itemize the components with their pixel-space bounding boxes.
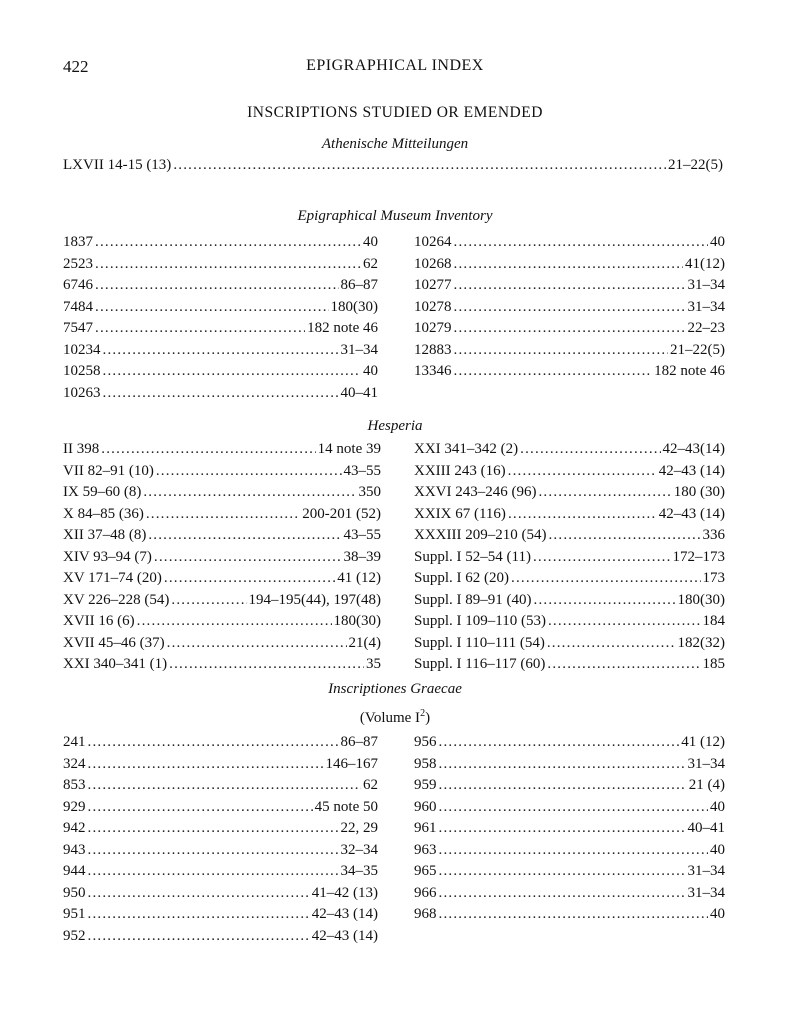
- entry-reference: 959: [414, 777, 437, 793]
- entry-reference: XVII 16 (6): [63, 613, 135, 629]
- index-entry: [63, 928, 378, 950]
- dot-leader: [95, 299, 329, 316]
- index-entry: [414, 299, 725, 321]
- entry-reference: XIV 93–94 (7): [63, 548, 152, 565]
- dot-leader: [439, 777, 687, 794]
- entry-pages: 40: [710, 234, 725, 250]
- dot-leader: [164, 570, 335, 587]
- entry-pages: 21 (4): [688, 777, 725, 793]
- index-entry: [63, 484, 381, 506]
- index-entry: [414, 635, 725, 657]
- entry-reference: 10279: [414, 320, 452, 336]
- entry-reference: XVII 45–46 (37): [63, 634, 165, 651]
- index-entry: [63, 656, 381, 678]
- entry-reference: Suppl. I 116–117 (60): [414, 656, 546, 672]
- entry-pages: 41 (12): [681, 734, 725, 750]
- index-entry: [414, 484, 725, 506]
- entry-reference: 10278: [414, 298, 452, 315]
- dot-leader: [95, 320, 305, 337]
- index-entry: [63, 363, 378, 385]
- dot-leader: [511, 570, 701, 587]
- dot-leader: [439, 863, 686, 880]
- index-entry: [414, 342, 725, 364]
- entry-reference: XXIII 243 (16): [414, 462, 506, 479]
- entry-pages: 40–41: [687, 820, 725, 836]
- entry-pages: 194–195(44), 197(48): [248, 591, 381, 608]
- dot-leader: [156, 463, 342, 480]
- entry-reference: 968: [414, 906, 437, 922]
- entry-pages: 14 note 39: [317, 441, 381, 457]
- entry-pages: 146–167: [325, 755, 378, 772]
- entry-reference: 7484: [63, 298, 93, 315]
- dot-leader: [95, 256, 361, 273]
- entry-reference: 956: [414, 734, 437, 750]
- dot-leader: [439, 799, 709, 816]
- index-entry: [63, 777, 378, 799]
- athenische-list: [63, 157, 723, 179]
- page-number: 422: [63, 57, 89, 76]
- dot-leader: [88, 885, 310, 902]
- index-entry: [63, 885, 378, 907]
- dot-leader: [454, 277, 686, 294]
- entry-pages: 62: [363, 777, 378, 793]
- index-entry: [63, 635, 381, 657]
- index-entry: [414, 463, 725, 485]
- index-entry: [414, 842, 725, 864]
- index-entry: [414, 506, 725, 528]
- entry-pages: 41 (12): [337, 570, 381, 586]
- entry-pages: 31–34: [687, 298, 725, 315]
- index-entry: [414, 656, 725, 678]
- index-entry: [63, 756, 378, 778]
- entry-pages: 45 note 50: [314, 798, 378, 815]
- dot-leader: [547, 635, 676, 652]
- dot-leader: [534, 592, 676, 609]
- entry-pages: 31–34: [687, 863, 725, 879]
- dot-leader: [548, 527, 700, 544]
- entry-pages: 31–34: [340, 341, 378, 358]
- entry-pages: 31–34: [687, 884, 725, 901]
- entry-pages: 182 note 46: [307, 320, 378, 336]
- hesperia-list-left: [63, 441, 381, 678]
- index-entry: [63, 799, 378, 821]
- index-entry: [63, 527, 381, 549]
- index-entry: [63, 549, 381, 571]
- dot-leader: [167, 635, 347, 652]
- entry-pages: 180(30): [677, 591, 725, 608]
- entry-pages: 336: [702, 527, 725, 543]
- dot-leader: [88, 820, 339, 837]
- museum-list-left: [63, 234, 378, 406]
- dot-leader: [154, 549, 342, 566]
- entry-pages: 21(4): [348, 634, 381, 651]
- entry-pages: 62: [363, 255, 378, 272]
- ig-list-right: [414, 734, 725, 928]
- entry-reference: 963: [414, 841, 437, 858]
- entry-pages: 41–42 (13): [311, 884, 378, 901]
- section-title-hesperia: Hesperia: [367, 418, 423, 434]
- dot-leader: [454, 256, 684, 273]
- dot-leader: [88, 799, 313, 816]
- entry-pages: 42–43(14): [662, 441, 725, 457]
- running-head: EPIGRAPHICAL INDEX: [306, 57, 484, 74]
- entry-pages: 22–23: [687, 320, 725, 336]
- dot-leader: [95, 234, 361, 251]
- entry-reference: Suppl. I 109–110 (53): [414, 613, 546, 629]
- entry-reference: 1837: [63, 234, 93, 250]
- entry-pages: 182 note 46: [654, 363, 725, 379]
- entry-reference: Suppl. I 110–111 (54): [414, 634, 545, 651]
- entry-reference: LXVII 14-15 (13): [63, 157, 172, 173]
- dot-leader: [439, 842, 709, 859]
- dot-leader: [439, 820, 686, 837]
- dot-leader: [454, 342, 669, 359]
- entry-pages: 35: [366, 656, 381, 672]
- entry-pages: 172–173: [672, 548, 725, 565]
- section-title-museum: Epigraphical Museum Inventory: [297, 208, 493, 224]
- museum-list-right: [414, 234, 725, 385]
- entry-pages: 86–87: [340, 734, 378, 750]
- dot-leader: [88, 863, 339, 880]
- index-entry: [63, 842, 378, 864]
- dot-leader: [508, 506, 657, 523]
- index-entry: [414, 256, 725, 278]
- entry-reference: IX 59–60 (8): [63, 484, 142, 500]
- entry-pages: 40: [710, 798, 725, 815]
- index-entry: [63, 506, 381, 528]
- dot-leader: [547, 656, 700, 673]
- dot-leader: [137, 613, 332, 630]
- dot-leader: [439, 734, 680, 751]
- entry-reference: 853: [63, 777, 86, 793]
- index-entry: [63, 234, 378, 256]
- entry-reference: 960: [414, 798, 437, 815]
- index-entry: [414, 320, 725, 342]
- entry-reference: VII 82–91 (10): [63, 462, 154, 479]
- index-entry: [63, 613, 381, 635]
- index-entry: [63, 463, 381, 485]
- entry-reference: 965: [414, 863, 437, 879]
- dot-leader: [439, 756, 686, 773]
- entry-reference: 952: [63, 927, 86, 944]
- entry-reference: 961: [414, 820, 437, 836]
- entry-pages: 31–34: [687, 277, 725, 293]
- dot-leader: [103, 342, 339, 359]
- entry-pages: 38–39: [343, 548, 381, 565]
- entry-pages: 40: [710, 841, 725, 858]
- index-entry: [414, 906, 725, 928]
- index-entry: [63, 592, 381, 614]
- dot-leader: [454, 299, 686, 316]
- entry-pages: 180(30): [330, 298, 378, 315]
- volume-label: [0, 708, 790, 727]
- entry-pages: 185: [702, 656, 725, 672]
- entry-reference: XXI 341–342 (2): [414, 441, 519, 457]
- dot-leader: [548, 613, 701, 630]
- entry-reference: XXI 340–341 (1): [63, 656, 168, 672]
- index-entry: [414, 363, 725, 385]
- hesperia-list-right: [414, 441, 725, 678]
- dot-leader: [103, 363, 362, 380]
- entry-reference: XXXIII 209–210 (54): [414, 527, 547, 543]
- index-entry: [414, 799, 725, 821]
- index-entry: [63, 863, 378, 885]
- dot-leader: [169, 656, 364, 673]
- dot-leader: [454, 320, 686, 337]
- entry-reference: 929: [63, 798, 86, 815]
- index-entry: [63, 441, 381, 463]
- entry-pages: 42–43 (14): [658, 505, 725, 522]
- entry-pages: 173: [702, 570, 725, 586]
- dot-leader: [508, 463, 657, 480]
- entry-reference: 10258: [63, 363, 101, 379]
- entry-reference: 958: [414, 755, 437, 772]
- entry-pages: 31–34: [687, 755, 725, 772]
- dot-leader: [88, 928, 310, 945]
- index-entry: [414, 863, 725, 885]
- dot-leader: [538, 484, 671, 501]
- entry-reference: Suppl. I 62 (20): [414, 570, 509, 586]
- entry-reference: 10234: [63, 341, 101, 358]
- entry-pages: 32–34: [340, 841, 378, 858]
- index-entry: [414, 820, 725, 842]
- dot-leader: [148, 527, 341, 544]
- dot-leader: [439, 906, 709, 923]
- index-entry: [63, 385, 378, 407]
- dot-leader: [454, 363, 653, 380]
- entry-pages: 184: [702, 613, 725, 629]
- entry-reference: 944: [63, 863, 86, 879]
- index-entry: [414, 527, 725, 549]
- entry-reference: X 84–85 (36): [63, 505, 144, 522]
- entry-reference: XII 37–48 (8): [63, 527, 147, 543]
- entry-pages: 21–22(5): [668, 157, 723, 173]
- entry-reference: 7547: [63, 320, 93, 336]
- dot-leader: [88, 734, 339, 751]
- index-entry: [63, 906, 378, 928]
- dot-leader: [88, 906, 310, 923]
- entry-pages: 180 (30): [673, 484, 725, 500]
- index-entry: [414, 277, 725, 299]
- index-entry: [63, 320, 378, 342]
- entry-pages: 182(32): [677, 634, 725, 651]
- index-entry: [63, 734, 378, 756]
- entry-pages: 40: [363, 234, 378, 250]
- volume-label-text: (Volume I: [359, 710, 421, 726]
- entry-pages: 21–22(5): [670, 341, 725, 358]
- entry-reference: 10264: [414, 234, 452, 250]
- entry-reference: 951: [63, 906, 86, 922]
- entry-pages: 42–43 (14): [311, 927, 378, 944]
- entry-reference: XXIX 67 (116): [414, 505, 506, 522]
- dot-leader: [103, 385, 339, 402]
- dot-leader: [95, 277, 339, 294]
- dot-leader: [533, 549, 671, 566]
- entry-reference: 10277: [414, 277, 452, 293]
- index-entry: [63, 277, 378, 299]
- index-entry: [414, 885, 725, 907]
- index-entry: [414, 441, 725, 463]
- entry-reference: Suppl. I 89–91 (40): [414, 591, 532, 608]
- entry-reference: XV 226–228 (54): [63, 591, 170, 608]
- entry-pages: 40: [363, 363, 378, 379]
- volume-superscript: 2: [420, 708, 426, 719]
- dot-leader: [439, 885, 686, 902]
- entry-reference: 324: [63, 755, 86, 772]
- entry-pages: 350: [358, 484, 381, 500]
- dot-leader: [454, 234, 709, 251]
- index-entry: [63, 157, 723, 179]
- volume-label-close: ): [425, 710, 431, 726]
- entry-reference: 12883: [414, 341, 452, 358]
- entry-pages: 22, 29: [340, 820, 378, 836]
- entry-pages: 180(30): [333, 613, 381, 629]
- entry-pages: 42–43 (14): [311, 906, 378, 922]
- index-entry: [414, 234, 725, 256]
- entry-pages: 42–43 (14): [658, 462, 725, 479]
- index-entry: [414, 592, 725, 614]
- index-entry: [63, 570, 381, 592]
- entry-reference: 10263: [63, 384, 101, 401]
- entry-reference: 241: [63, 734, 86, 750]
- entry-reference: Suppl. I 52–54 (11): [414, 548, 531, 565]
- page-title: INSCRIPTIONS STUDIED OR EMENDED: [247, 104, 543, 121]
- entry-reference: 2523: [63, 255, 93, 272]
- index-entry: [414, 756, 725, 778]
- entry-reference: 10268: [414, 255, 452, 272]
- index-entry: [414, 549, 725, 571]
- index-entry: [414, 613, 725, 635]
- dot-leader: [88, 777, 362, 794]
- entry-reference: 13346: [414, 363, 452, 379]
- entry-reference: II 398: [63, 441, 100, 457]
- entry-pages: 43–55: [343, 462, 381, 479]
- dot-leader: [173, 157, 666, 174]
- entry-reference: 6746: [63, 277, 93, 293]
- index-entry: [63, 299, 378, 321]
- index-entry: [63, 256, 378, 278]
- index-entry: [63, 820, 378, 842]
- index-entry: [414, 570, 725, 592]
- entry-pages: 34–35: [340, 863, 378, 879]
- entry-pages: 41(12): [685, 255, 725, 272]
- dot-leader: [88, 756, 324, 773]
- dot-leader: [101, 441, 315, 458]
- index-entry: [414, 777, 725, 799]
- dot-leader: [171, 592, 246, 609]
- section-title-athenische: Athenische Mitteilungen: [321, 136, 469, 152]
- dot-leader: [88, 842, 339, 859]
- dot-leader: [520, 441, 660, 458]
- entry-reference: 943: [63, 841, 86, 858]
- entry-pages: 200-201 (52): [302, 505, 381, 522]
- dot-leader: [146, 506, 300, 523]
- entry-reference: XXVI 243–246 (96): [414, 484, 537, 500]
- entry-pages: 43–55: [343, 527, 381, 543]
- ig-list-left: [63, 734, 378, 949]
- entry-reference: 950: [63, 884, 86, 901]
- dot-leader: [143, 484, 356, 501]
- index-entry: [63, 342, 378, 364]
- entry-reference: 966: [414, 884, 437, 901]
- entry-reference: XV 171–74 (20): [63, 570, 162, 586]
- section-title-ig: Inscriptiones Graecae: [328, 681, 462, 697]
- entry-pages: 86–87: [340, 277, 378, 293]
- entry-reference: 942: [63, 820, 86, 836]
- entry-pages: 40–41: [340, 384, 378, 401]
- index-entry: [414, 734, 725, 756]
- entry-pages: 40: [710, 906, 725, 922]
